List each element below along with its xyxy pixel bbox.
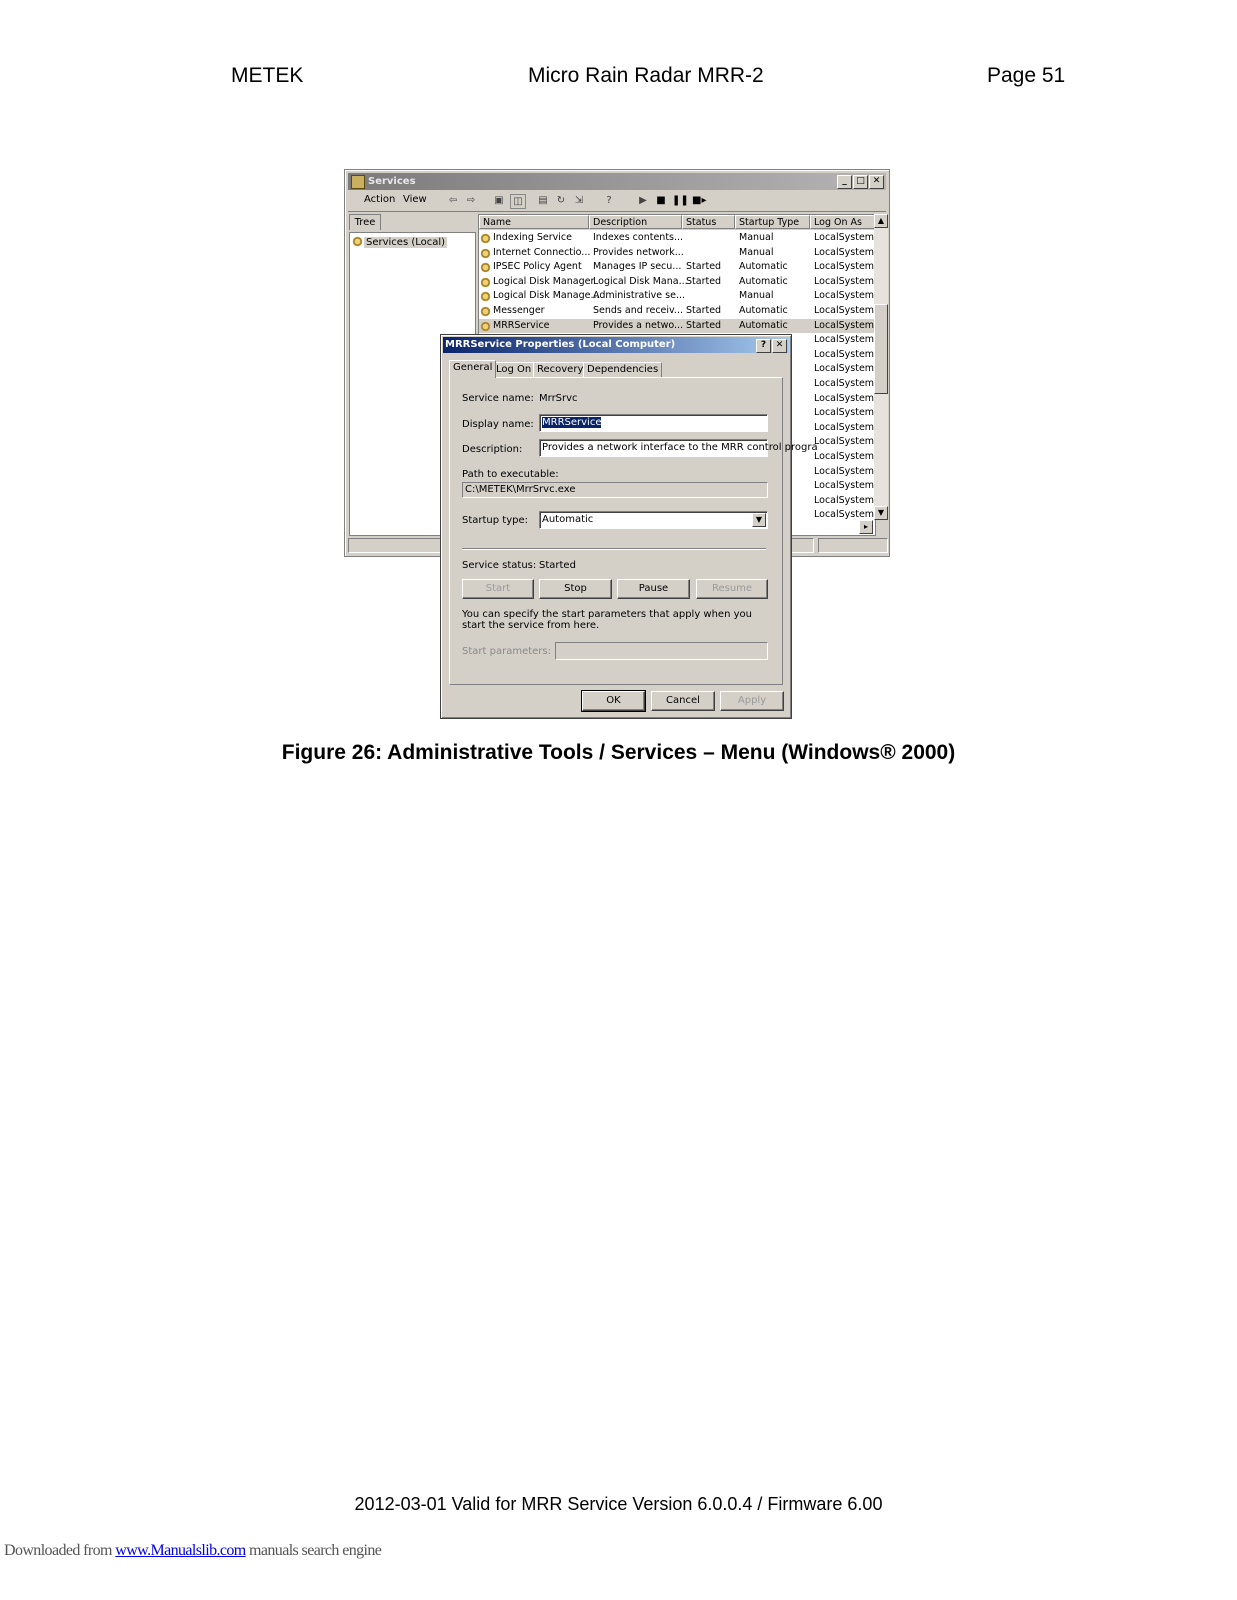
- startup-type-value: Automatic: [542, 514, 594, 525]
- table-cell-startup: Manual: [739, 246, 774, 258]
- download-prefix: Downloaded from: [4, 1542, 116, 1559]
- table-row[interactable]: [479, 275, 875, 290]
- properties-icon[interactable]: ▤: [538, 195, 548, 206]
- vertical-scrollbar[interactable]: [874, 214, 888, 520]
- table-cell-status: Started: [686, 261, 722, 273]
- table-cell-desc: Logical Disk Mana...: [593, 275, 688, 287]
- table-row[interactable]: [479, 260, 875, 275]
- table-cell-name: Indexing Service: [493, 232, 572, 243]
- tree-item-label: Services (Local): [366, 236, 446, 248]
- table-cell-status: Started: [686, 305, 722, 316]
- table-cell-logon: LocalSystem: [814, 480, 875, 492]
- table-cell-logon: LocalSystem: [814, 232, 875, 243]
- table-row[interactable]: [479, 246, 875, 261]
- table-cell-name: Messenger: [493, 305, 545, 316]
- page-number: Page 51: [987, 64, 1066, 87]
- minimize-icon[interactable]: _: [837, 175, 852, 189]
- table-cell-logon: LocalSystem: [814, 305, 875, 316]
- chevron-down-icon[interactable]: ▼: [752, 513, 766, 527]
- table-cell-logon: LocalSystem: [814, 246, 875, 258]
- table-cell-desc: Indexes contents...: [593, 232, 684, 243]
- table-cell-startup: Automatic: [739, 275, 788, 287]
- table-cell-logon: LocalSystem: [814, 319, 875, 331]
- description-label: Description:: [462, 444, 523, 455]
- table-cell-status: Started: [686, 319, 722, 331]
- start-params-label: Start parameters:: [462, 646, 551, 657]
- service-name-value: MrrSrvc: [539, 393, 578, 404]
- startup-type-label: Startup type:: [462, 515, 529, 526]
- table-cell-name: Logical Disk Manage...: [493, 290, 600, 302]
- path-field: C:\METEK\MrrSrvc.exe: [462, 482, 768, 498]
- start-service-icon[interactable]: ▶: [639, 195, 647, 206]
- table-cell-desc: Administrative se...: [593, 290, 686, 302]
- general-tab-panel: [449, 377, 818, 685]
- stop-service-icon[interactable]: ■: [656, 195, 666, 206]
- table-cell-logon: LocalSystem: [814, 509, 875, 521]
- apply-button[interactable]: Apply: [720, 691, 784, 711]
- display-name-value: MRRService: [542, 417, 602, 428]
- maximize-icon[interactable]: □: [853, 175, 868, 189]
- export-list-icon[interactable]: ⇲: [574, 195, 584, 206]
- table-cell-logon: LocalSystem: [814, 378, 875, 389]
- header-title: Micro Rain Radar MRR-2: [528, 64, 764, 87]
- description-field[interactable]: Provides a network interface to the MRR control progra: [539, 439, 768, 457]
- download-note: [4, 1542, 381, 1560]
- start-button[interactable]: Start: [462, 579, 534, 599]
- figure-caption: Figure 26: Administrative Tools / Services – Menu (Windows® 2000): [281, 741, 956, 764]
- menu-action[interactable]: Action: [364, 194, 396, 205]
- table-cell-logon: LocalSystem: [814, 421, 875, 433]
- services-app-icon: [351, 175, 365, 189]
- start-params-hint: You can specify the start parameters that apply when you start the service from here.: [462, 609, 752, 631]
- restart-service-icon[interactable]: ■▸: [692, 195, 707, 206]
- column-header[interactable]: Description: [589, 215, 682, 229]
- service-gear-icon: [480, 291, 491, 302]
- table-row[interactable]: [479, 289, 875, 304]
- table-row[interactable]: [479, 319, 875, 334]
- download-suffix: manuals search engine: [245, 1542, 382, 1559]
- page-footer: 2012-03-01 Valid for MRR Service Version 6.0.0.4 / Firmware 6.00: [354, 1494, 883, 1514]
- tab-dependencies[interactable]: Dependencies: [583, 362, 662, 378]
- service-gear-icon: [480, 321, 491, 332]
- scroll-down-icon[interactable]: ▼: [874, 506, 888, 520]
- table-cell-logon: LocalSystem: [814, 494, 875, 506]
- up-folder-icon[interactable]: ▣: [494, 195, 504, 206]
- table-cell-logon: LocalSystem: [814, 261, 875, 273]
- dialog-title-bar[interactable]: [443, 337, 789, 353]
- service-name-label: Service name:: [462, 393, 534, 404]
- table-cell-name: MRRService: [493, 319, 550, 331]
- display-name-label: Display name:: [462, 419, 534, 430]
- service-gear-icon: [480, 248, 491, 259]
- table-cell-desc: Provides network...: [593, 246, 684, 258]
- show-tree-icon[interactable]: ◫: [510, 194, 526, 209]
- close-icon[interactable]: ✕: [869, 175, 884, 189]
- divider: [462, 548, 766, 550]
- stop-button[interactable]: Stop: [539, 579, 612, 599]
- service-gear-icon: [480, 277, 491, 288]
- services-gear-icon: [352, 236, 363, 247]
- scroll-right-icon[interactable]: ▸: [859, 520, 873, 534]
- table-cell-name: IPSEC Policy Agent: [493, 261, 582, 273]
- header-left: METEK: [231, 64, 304, 87]
- table-cell-logon: LocalSystem: [814, 275, 875, 287]
- table-row[interactable]: [479, 304, 875, 319]
- table-cell-status: Started: [686, 275, 722, 287]
- startup-type-select[interactable]: [539, 511, 768, 529]
- help-icon[interactable]: ?: [756, 339, 771, 353]
- column-header[interactable]: Startup Type: [735, 215, 810, 229]
- column-header[interactable]: Name: [479, 215, 589, 229]
- properties-dialog: [440, 334, 818, 719]
- ok-button[interactable]: OK: [582, 691, 645, 711]
- column-header[interactable]: Log On As: [810, 215, 875, 229]
- cancel-button[interactable]: Cancel: [651, 691, 715, 711]
- tree-tab[interactable]: Tree: [349, 214, 381, 230]
- refresh-icon[interactable]: ↻: [556, 195, 566, 206]
- tab-general[interactable]: General: [449, 360, 496, 378]
- menu-view[interactable]: View: [403, 194, 427, 205]
- table-cell-desc: Sends and receiv...: [593, 305, 683, 316]
- services-toolbar: [348, 191, 886, 212]
- table-cell-startup: Automatic: [739, 261, 788, 273]
- table-cell-logon: LocalSystem: [814, 348, 875, 360]
- table-cell-desc: Provides a netwo...: [593, 319, 684, 331]
- service-gear-icon: [480, 233, 491, 244]
- help-icon[interactable]: ?: [606, 195, 612, 206]
- table-cell-name: Logical Disk Manager: [493, 275, 595, 287]
- service-status-value: Started: [539, 560, 576, 571]
- table-cell-desc: Manages IP secu...: [593, 261, 682, 273]
- pause-service-icon[interactable]: ❚❚: [672, 195, 689, 206]
- table-cell-logon: LocalSystem: [814, 392, 875, 404]
- start-params-field: [555, 642, 768, 660]
- table-row[interactable]: [479, 231, 875, 246]
- resume-button[interactable]: Resume: [696, 579, 768, 599]
- tab-recovery[interactable]: Recovery: [533, 362, 587, 378]
- table-cell-startup: Automatic: [739, 319, 788, 331]
- tab-log-on[interactable]: Log On: [492, 362, 535, 378]
- service-status-label: Service status:: [462, 560, 537, 571]
- status-pane: [818, 538, 888, 553]
- manualslib-link[interactable]: www.Manualslib.com: [115, 1542, 246, 1559]
- table-cell-logon: LocalSystem: [814, 407, 875, 419]
- table-cell-logon: LocalSystem: [814, 451, 875, 462]
- pause-button[interactable]: Pause: [617, 579, 690, 599]
- table-cell-startup: Manual: [739, 290, 774, 302]
- display-name-field[interactable]: [539, 414, 768, 432]
- dialog-title: MRRService Properties (Local Computer): [445, 339, 676, 350]
- table-cell-startup: Automatic: [739, 305, 788, 316]
- table-cell-logon: LocalSystem: [814, 465, 875, 477]
- close-icon[interactable]: ✕: [772, 339, 787, 353]
- services-title-bar[interactable]: [348, 173, 886, 190]
- table-cell-logon: LocalSystem: [814, 290, 875, 302]
- table-cell-startup: Manual: [739, 232, 774, 243]
- services-title: Services: [368, 176, 416, 187]
- column-header-row: [479, 215, 875, 230]
- back-icon[interactable]: ⇦: [448, 195, 458, 206]
- path-label: Path to executable:: [462, 469, 559, 480]
- scroll-thumb[interactable]: [874, 304, 888, 394]
- service-gear-icon: [480, 306, 491, 317]
- scroll-up-icon[interactable]: ▲: [874, 214, 888, 228]
- table-cell-logon: LocalSystem: [814, 334, 875, 346]
- forward-icon[interactable]: ⇨: [466, 195, 476, 206]
- table-cell-logon: LocalSystem: [814, 363, 875, 375]
- tree-item-services-local[interactable]: [352, 236, 447, 248]
- table-cell-logon: LocalSystem: [814, 436, 875, 448]
- table-cell-name: Internet Connectio...: [493, 246, 591, 258]
- column-header[interactable]: Status: [682, 215, 735, 229]
- service-gear-icon: [480, 262, 491, 273]
